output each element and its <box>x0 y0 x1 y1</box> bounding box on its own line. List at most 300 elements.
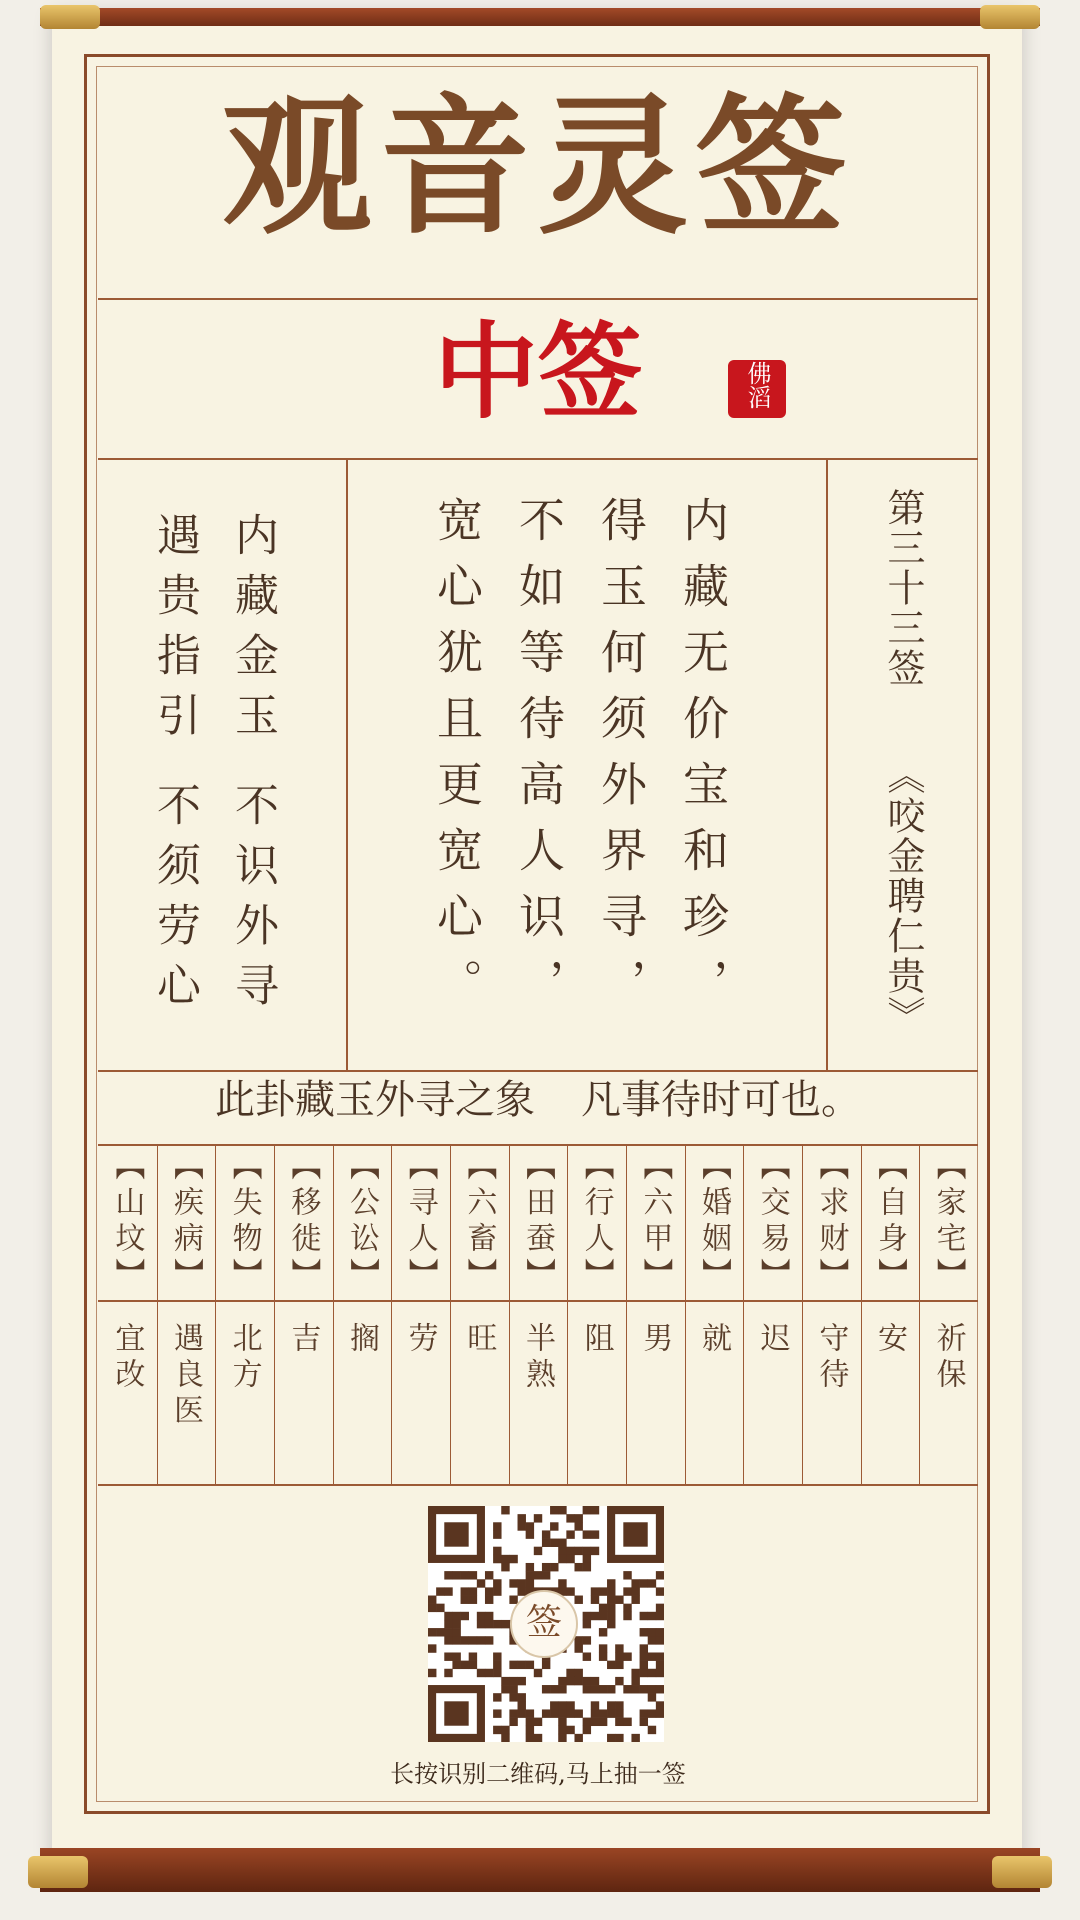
summary-part-2: 凡事待时可也。 <box>581 1077 861 1123</box>
qr-module <box>444 1620 452 1628</box>
qr-module <box>518 1693 526 1701</box>
qr-module <box>518 1579 526 1587</box>
qr-module <box>631 1579 639 1587</box>
qr-module <box>656 1652 664 1660</box>
qr-module <box>526 1579 534 1587</box>
qr-module <box>444 1522 468 1546</box>
qr-module <box>526 1734 534 1742</box>
qr-module <box>623 1718 631 1726</box>
scroll-rod-top <box>40 8 1040 26</box>
qr-module <box>607 1579 615 1587</box>
qr-module <box>640 1718 648 1726</box>
qr-module <box>583 1506 591 1514</box>
qr-module <box>583 1685 591 1693</box>
qr-module <box>501 1677 509 1685</box>
qr-module <box>550 1506 558 1514</box>
qr-module <box>509 1685 517 1693</box>
qr-module <box>615 1677 623 1685</box>
qr-module <box>493 1669 501 1677</box>
qr-module <box>648 1612 656 1620</box>
qr-module <box>623 1522 647 1546</box>
result-cell: 宜改 <box>109 1322 145 1394</box>
qr-module <box>444 1636 452 1644</box>
qr-module <box>566 1709 574 1717</box>
qr-module <box>623 1571 631 1579</box>
qr-module <box>558 1726 566 1734</box>
qr-module <box>534 1547 542 1555</box>
qr-module <box>428 1644 436 1652</box>
category-cell: 【行人】 <box>578 1150 614 1294</box>
qr-module <box>526 1718 534 1726</box>
qr-module <box>501 1506 509 1514</box>
result-cell: 遇良医 <box>168 1322 203 1430</box>
qr-module <box>656 1709 664 1717</box>
qr-module <box>615 1709 623 1717</box>
qr-module <box>526 1563 534 1571</box>
category-cell: 【移徙】 <box>285 1150 321 1294</box>
table-column-divider <box>802 1144 803 1484</box>
qr-module <box>461 1612 469 1620</box>
qr-module <box>656 1669 664 1677</box>
qr-caption: 长按识别二维码,马上抽一签 <box>390 1760 686 1788</box>
qr-module <box>444 1612 452 1620</box>
qr-module <box>591 1547 599 1555</box>
qr-module <box>542 1661 550 1669</box>
qr-module <box>607 1709 615 1717</box>
qr-module <box>469 1587 477 1595</box>
divider-left-col <box>346 458 348 1070</box>
divider-title <box>98 298 978 300</box>
qr-module <box>648 1726 656 1734</box>
qr-module <box>493 1693 501 1701</box>
qr-module <box>518 1709 526 1717</box>
qr-module <box>574 1522 582 1530</box>
qr-module <box>615 1644 623 1652</box>
qr-module <box>607 1596 615 1604</box>
table-column-divider <box>333 1144 334 1484</box>
qr-module <box>583 1555 591 1563</box>
qr-module <box>436 1604 444 1612</box>
qr-module <box>428 1596 436 1604</box>
qr-module <box>493 1530 501 1538</box>
table-column-divider <box>391 1144 392 1484</box>
qr-module <box>599 1685 607 1693</box>
qr-module <box>452 1620 460 1628</box>
qr-module <box>452 1636 460 1644</box>
summary <box>98 1077 978 1123</box>
table-column-divider <box>861 1144 862 1484</box>
qr-module <box>542 1709 550 1717</box>
qr-module <box>583 1677 591 1685</box>
qr-module <box>444 1652 452 1660</box>
qr-module <box>566 1669 574 1677</box>
qr-module <box>428 1604 436 1612</box>
qr-module <box>501 1685 509 1693</box>
divider-categories <box>98 1300 978 1302</box>
result-cell: 吉 <box>285 1322 321 1358</box>
qr-module <box>656 1628 664 1636</box>
qr-module <box>607 1661 615 1669</box>
qr-module <box>640 1644 648 1652</box>
qr-module <box>656 1661 664 1669</box>
qr-module <box>436 1628 444 1636</box>
qr-module <box>452 1612 460 1620</box>
qr-module <box>574 1644 582 1652</box>
qr-module <box>444 1587 452 1595</box>
qr-module <box>623 1612 631 1620</box>
rod-cap-left-top <box>40 5 100 29</box>
qr-module <box>607 1701 615 1709</box>
qr-module <box>574 1547 582 1555</box>
qr-module <box>591 1596 599 1604</box>
qr-module <box>583 1547 591 1555</box>
qr-module <box>574 1636 582 1644</box>
sign-grade: 中签 <box>433 310 642 433</box>
qr-module <box>558 1685 566 1693</box>
qr-module <box>526 1522 534 1530</box>
qr-module <box>485 1587 493 1595</box>
qr-module <box>558 1539 566 1547</box>
qr-module <box>631 1734 639 1742</box>
qr-module <box>656 1612 664 1620</box>
qr-module <box>526 1530 534 1538</box>
result-cell: 男 <box>637 1322 673 1358</box>
qr-module <box>477 1636 485 1644</box>
summary-part-1: 此卦藏玉外寻之象 <box>215 1077 535 1123</box>
qr-module <box>526 1709 534 1717</box>
qr-module <box>623 1652 631 1660</box>
qr-module <box>599 1718 607 1726</box>
table-column-divider <box>626 1144 627 1484</box>
qr-module <box>591 1709 599 1717</box>
qr-module <box>566 1530 574 1538</box>
qr-module <box>648 1685 656 1693</box>
qr-module <box>648 1636 656 1644</box>
qr-module <box>583 1530 591 1538</box>
qr-module <box>656 1587 664 1595</box>
qr-module <box>591 1530 599 1538</box>
qr-center-badge: 签 <box>510 1590 578 1658</box>
qr-module <box>534 1734 542 1742</box>
sign-story: 《咬金聘仁贵》 <box>881 756 925 1036</box>
qr-module <box>469 1636 477 1644</box>
result-cell: 阻 <box>578 1322 614 1358</box>
qr-module <box>583 1620 591 1628</box>
qr-module <box>534 1514 542 1522</box>
qr-module <box>493 1726 501 1734</box>
qr-module <box>648 1709 656 1717</box>
qr-module <box>550 1709 558 1717</box>
poem-line-3: 不如等待高人识， <box>512 496 566 1024</box>
qr-module <box>640 1628 648 1636</box>
qr-module <box>542 1563 550 1571</box>
sign-number: 第三十三签 <box>881 488 925 688</box>
qr-module <box>615 1652 623 1660</box>
category-cell: 【自身】 <box>872 1150 907 1294</box>
qr-module <box>591 1612 599 1620</box>
qr-module <box>583 1612 591 1620</box>
qr-module <box>615 1596 623 1604</box>
qr-module <box>469 1596 477 1604</box>
qr-module <box>591 1685 599 1693</box>
qr-module <box>566 1514 574 1522</box>
interpretation-line-2: 遇贵指引 不须劳心 <box>149 512 200 1022</box>
qr-module <box>566 1701 574 1709</box>
qr-module <box>518 1522 526 1530</box>
qr-module <box>583 1563 591 1571</box>
category-cell: 【田蚕】 <box>520 1150 555 1294</box>
qr-module <box>493 1661 501 1669</box>
qr-module <box>648 1693 656 1701</box>
rod-cap-right-top <box>980 5 1040 29</box>
qr-module <box>640 1661 648 1669</box>
category-cell: 【六甲】 <box>637 1150 673 1294</box>
table-column-divider <box>215 1144 216 1484</box>
qr-module <box>461 1596 469 1604</box>
result-cell: 搁 <box>344 1322 379 1358</box>
qr-module <box>623 1587 631 1595</box>
result-cell: 迟 <box>754 1322 790 1358</box>
divider-summary-top <box>98 1070 978 1072</box>
poem-line-4: 宽心犹且更宽心。 <box>430 496 484 1024</box>
qr-module <box>534 1718 542 1726</box>
qr-module <box>599 1587 607 1595</box>
qr-module <box>607 1604 615 1612</box>
qr-module <box>534 1571 542 1579</box>
interpretation-line-1: 内藏金玉 不识外寻 <box>227 512 278 1022</box>
qr-module <box>558 1701 566 1709</box>
qr-module <box>526 1726 534 1734</box>
table-column-divider <box>157 1144 158 1484</box>
qr-module <box>558 1547 566 1555</box>
qr-module <box>566 1587 574 1595</box>
qr-module <box>656 1636 664 1644</box>
qr-module <box>607 1685 615 1693</box>
qr-module <box>526 1571 534 1579</box>
result-cell: 旺 <box>461 1322 497 1358</box>
qr-module <box>599 1652 607 1660</box>
qr-module <box>518 1701 526 1709</box>
qr-module <box>542 1530 550 1538</box>
category-cell: 【求财】 <box>813 1150 849 1294</box>
qr-module <box>566 1555 574 1563</box>
qr-module <box>542 1539 550 1547</box>
qr-module <box>640 1685 648 1693</box>
qr-module <box>509 1709 517 1717</box>
qr-module <box>444 1571 452 1579</box>
qr-module <box>574 1596 582 1604</box>
table-column-divider <box>567 1144 568 1484</box>
qr-module <box>566 1726 574 1734</box>
qr-module <box>428 1628 436 1636</box>
qr-module <box>640 1669 648 1677</box>
qr-module <box>615 1701 623 1709</box>
divider-right-col <box>826 458 828 1070</box>
table-column-divider <box>685 1144 686 1484</box>
qr-module <box>452 1571 460 1579</box>
qr-module <box>607 1587 615 1595</box>
qr-module <box>574 1734 582 1742</box>
qr-module <box>558 1718 566 1726</box>
qr-module <box>623 1685 631 1693</box>
qr-module <box>469 1571 477 1579</box>
qr-module <box>558 1734 566 1742</box>
qr-module <box>444 1669 452 1677</box>
qr-module <box>558 1555 566 1563</box>
qr-module <box>648 1669 656 1677</box>
qr-module <box>656 1701 664 1709</box>
category-cell: 【公讼】 <box>344 1150 379 1294</box>
qr-module <box>607 1734 615 1742</box>
rod-cap-right-bottom <box>992 1856 1052 1888</box>
qr-module <box>558 1709 566 1717</box>
qr-module <box>591 1506 599 1514</box>
qr-module <box>640 1612 648 1620</box>
rod-cap-left-bottom <box>28 1856 88 1888</box>
table-column-divider <box>919 1144 920 1484</box>
category-cell: 【六畜】 <box>461 1150 497 1294</box>
qr-module <box>574 1669 582 1677</box>
qr-module <box>591 1587 599 1595</box>
qr-module <box>518 1661 526 1669</box>
qr-module <box>477 1620 485 1628</box>
qr-module <box>509 1555 517 1563</box>
qr-module <box>607 1612 615 1620</box>
category-cell: 【失物】 <box>226 1150 262 1294</box>
qr-module <box>542 1571 550 1579</box>
qr-module <box>493 1709 501 1717</box>
qr-module <box>648 1579 656 1587</box>
qr-module <box>583 1636 591 1644</box>
divider-summary-bottom <box>98 1144 978 1146</box>
qr-module <box>591 1701 599 1709</box>
qr-module <box>485 1612 493 1620</box>
scroll-rod-bottom <box>40 1848 1040 1892</box>
qr-module <box>485 1669 493 1677</box>
qr-module <box>640 1652 648 1660</box>
qr-module <box>501 1734 509 1742</box>
qr-module <box>501 1726 509 1734</box>
category-cell: 【寻人】 <box>402 1150 438 1294</box>
qr-module <box>461 1571 469 1579</box>
qr-module <box>656 1604 664 1612</box>
qr-module <box>485 1620 493 1628</box>
poem-line-2: 得玉何须外界寻， <box>594 496 648 1024</box>
qr-module <box>461 1587 469 1595</box>
result-cell: 守待 <box>813 1322 849 1394</box>
qr-module <box>501 1555 509 1563</box>
qr-module <box>485 1571 493 1579</box>
qr-module <box>648 1628 656 1636</box>
qr-module <box>583 1726 591 1734</box>
qr-module <box>477 1669 485 1677</box>
qr-module <box>452 1661 460 1669</box>
qr-module <box>509 1718 517 1726</box>
table-column-divider <box>450 1144 451 1484</box>
qr-module <box>558 1579 566 1587</box>
qr-module <box>615 1718 623 1726</box>
qr-module <box>461 1636 469 1644</box>
qr-module <box>583 1652 591 1660</box>
qr-module <box>509 1677 517 1685</box>
qr-module <box>631 1669 639 1677</box>
qr-module <box>493 1652 501 1660</box>
qr-module <box>469 1661 477 1669</box>
qr-module <box>526 1661 534 1669</box>
qr-module <box>469 1652 477 1660</box>
qr-module <box>493 1522 501 1530</box>
qr-module <box>477 1612 485 1620</box>
divider-results <box>98 1484 978 1486</box>
qr-module <box>444 1701 468 1725</box>
qr-module <box>599 1709 607 1717</box>
qr-module <box>518 1677 526 1685</box>
result-cell: 就 <box>696 1322 731 1358</box>
qr-module <box>574 1677 582 1685</box>
qr-module <box>444 1628 452 1636</box>
table-column-divider <box>509 1144 510 1484</box>
qr-module <box>640 1709 648 1717</box>
qr-module <box>574 1709 582 1717</box>
qr-module <box>599 1644 607 1652</box>
table-column-divider <box>274 1144 275 1484</box>
qr-module <box>501 1620 509 1628</box>
qr-module <box>631 1677 639 1685</box>
qr-module <box>550 1685 558 1693</box>
qr-module <box>550 1563 558 1571</box>
qr-module <box>615 1734 623 1742</box>
page-title: 观音灵签 <box>221 79 854 255</box>
qr-module <box>534 1669 542 1677</box>
qr-module <box>631 1685 639 1693</box>
qr-module <box>574 1514 582 1522</box>
qr-module <box>599 1604 607 1612</box>
qr-module <box>550 1701 558 1709</box>
qr-module <box>648 1652 656 1660</box>
result-cell: 劳 <box>402 1322 438 1358</box>
qr-module <box>452 1628 460 1636</box>
qr-module <box>518 1514 526 1522</box>
qr-module <box>656 1571 664 1579</box>
qr-module <box>623 1604 631 1612</box>
qr-module <box>493 1555 501 1563</box>
qr-module <box>591 1677 599 1685</box>
qr-module <box>574 1563 582 1571</box>
category-cell: 【疾病】 <box>168 1150 203 1294</box>
qr-module <box>591 1718 599 1726</box>
qr-module <box>493 1620 501 1628</box>
qr-module <box>607 1620 615 1628</box>
qr-module <box>599 1628 607 1636</box>
qr-module <box>558 1506 566 1514</box>
result-cell: 安 <box>872 1322 907 1358</box>
qr-module <box>558 1677 566 1685</box>
qr-module <box>550 1522 558 1530</box>
qr-module <box>485 1596 493 1604</box>
qr-module <box>509 1579 517 1587</box>
divider-grade <box>98 458 978 460</box>
qr-module <box>615 1661 623 1669</box>
category-cell: 【婚姻】 <box>696 1150 731 1294</box>
qr-module <box>509 1661 517 1669</box>
qr-module <box>656 1685 664 1693</box>
poem-line-1: 内藏无价宝和珍， <box>676 496 730 1024</box>
result-cell: 半熟 <box>520 1322 555 1394</box>
result-cell: 北方 <box>226 1322 262 1394</box>
qr-module <box>542 1685 550 1693</box>
qr-module <box>493 1579 501 1587</box>
qr-module <box>501 1563 509 1571</box>
